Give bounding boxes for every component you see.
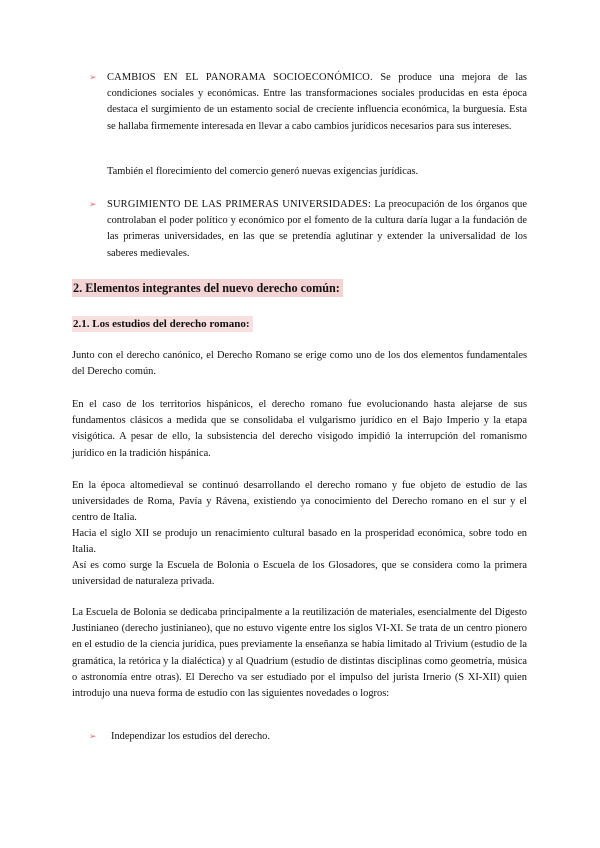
bullet-paragraph — [107, 197, 527, 262]
bullet-body: La preocupación de los órganos que controlaban el poder político y económico por el fomento de la cultura daría lugar a la fundación de las primeras universidades, en las que se pretendía aglutinar y extender la universalidad de los saberes medievales. — [107, 199, 527, 259]
bullet-body: Se produce una mejora de las condiciones sociales y económicas. Entre las transformaciones sociales producidas en esta época destaca el surgimiento de un estamento social de creciente influencia económica, la burguesía. Esta se hallaba firmemente interesada en llevar a cabo cambios jurídicos necesarios para sus intereses. — [107, 72, 527, 132]
arrow-bullet-icon: ➢ — [89, 73, 97, 83]
paragraph: Así es como surge la Escuela de Bolonia o Escuela de los Glosadores, que se considera como la primera universidad de naturaleza privada. — [72, 560, 527, 588]
arrow-bullet-icon: ➢ — [89, 200, 97, 210]
paragraph: Hacia el siglo XII se produjo un renacimiento cultural basado en la prosperidad económica, sobre todo en Italia. — [72, 528, 527, 556]
paragraph: También el florecimiento del comercio generó nuevas exigencias jurídicas. — [107, 166, 419, 177]
bullet-paragraph — [107, 70, 527, 135]
paragraph: La Escuela de Bolonia se dedicaba principalmente a la reutilización de materiales, esencialmente del Digesto Justinianeo (derecho justinianeo), que no estuvo vigente entre los siglos VI-XI. Se trata de un centro pionero en el estudio de la ciencia jurídica, pues previamente la enseñanza se había limitado al Trivium (estudio de la gramática, la retórica y la dialéctica) y al Quadrium (estudio de distintas disciplinas como geometría, música o astronomía entre otras). El Derecho va ser estudiado por el impulso del jurista Irnerio (S XI-XII) quien introdujo una nueva forma de estudio con las siguientes novedades o logros: — [72, 607, 527, 700]
bullet-lead: SURGIMIENTO DE LAS PRIMERAS UNIVERSIDADES: — [107, 199, 372, 210]
arrow-bullet-icon: ➢ — [89, 732, 97, 742]
subsection-heading: 2.1. Los estudios del derecho romano: — [72, 316, 253, 332]
paragraph: En el caso de los territorios hispánicos, el derecho romano fue evolucionando hasta alejarse de sus fundamentos clásicos a medida que se consolidaba el vulgarismo jurídico en el Bajo Imperio y la etapa visigótica. A pesar de ello, la subsistencia del derecho visigodo impidió la interrupción del romanismo jurídico en la tradición hispánica. — [72, 399, 527, 459]
bullet-body: Independizar los estudios del derecho. — [111, 731, 270, 742]
bullet-lead: CAMBIOS EN EL PANORAMA SOCIOECONÓMICO. — [107, 72, 373, 83]
section-heading: 2. Elementos integrantes del nuevo derecho común: — [72, 279, 343, 297]
paragraph: En la época altomedieval se continuó desarrollando el derecho romano y fue objeto de estudio de las universidades de Roma, Pavía y Rávena, existiendo ya conocimiento del Derecho romano en el sur y el centro de Italia. — [72, 480, 527, 524]
paragraph: Junto con el derecho canónico, el Derecho Romano se erige como uno de los dos elementos fundamentales del Derecho común. — [72, 350, 527, 378]
